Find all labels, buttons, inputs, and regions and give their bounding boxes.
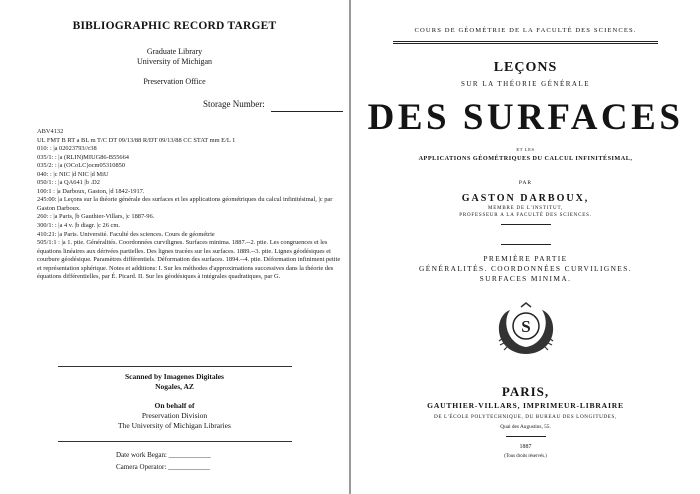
subtitle-line: SUR LA THÉORIE GÉNÉRALE bbox=[460, 80, 591, 88]
top-rule bbox=[393, 43, 658, 44]
marc-record bbox=[37, 128, 341, 282]
record-line: 040: : |c NIC |d NIC |d MiU bbox=[37, 170, 109, 178]
record-line: 035/2: : |a (OCoLC)ocm05310850 bbox=[37, 162, 126, 170]
storage-number-label: Storage Number: bbox=[203, 99, 265, 109]
part-block bbox=[351, 254, 700, 284]
record-line: 505/1:1 : |a 1. ptie. Généralités. Coordonnées curvilignes. Surfaces minima. 1887.--2. ptie. Les congruences et les équations linéaires aux dérivées partielles. Des lignes tracées sur les surfaces. 1889.--3. ptie. Lignes géodésiques et courbure géodésique. Paramètres différentiels. Déformation des surfaces. 1894.--4. ptie. Déformation infiniment petite et représentation sphérique. Notes et additions: I. Sur les méthodes d'approximations successives dans la théorie des équations différentielles, par É. Picard. II. Sur les géodésiques à intégrales quadratiques, par G. bbox=[37, 239, 341, 281]
date-began-field: Date work Began: ____________ bbox=[116, 451, 211, 459]
short-rule bbox=[501, 244, 551, 245]
record-line: 010: : |a 02023793//r38 bbox=[37, 145, 97, 153]
part-line: GÉNÉRALITÉS. COORDONNÉES CURVILIGNES. bbox=[419, 264, 632, 273]
divider bbox=[58, 366, 292, 367]
main-title: DES SURFACES bbox=[367, 97, 684, 138]
short-rule bbox=[506, 436, 546, 437]
on-behalf-line: The University of Michigan Libraries bbox=[118, 421, 231, 430]
author-credentials bbox=[351, 205, 700, 219]
work-fields bbox=[116, 449, 211, 473]
top-rule bbox=[393, 41, 658, 42]
scanned-by-line: Nogales, AZ bbox=[155, 382, 194, 391]
scanned-by-line: Scanned by Imagenes Digitales bbox=[125, 372, 224, 381]
camera-operator-field: Camera Operator: ____________ bbox=[116, 463, 211, 471]
institution-line: University of Michigan bbox=[136, 57, 213, 66]
record-line: 300/1: : |a 4 v. |b diagr. |c 26 cm. bbox=[37, 222, 120, 230]
institution-line: Graduate Library bbox=[146, 47, 203, 56]
part-heading: PREMIÈRE PARTIE bbox=[483, 254, 568, 263]
credential-line: PROFESSEUR A LA FACULTÉ DES SCIENCES. bbox=[459, 213, 592, 218]
svg-text:S: S bbox=[521, 317, 531, 336]
part-line: SURFACES MINIMA. bbox=[479, 274, 572, 283]
lecons-heading: LEÇONS bbox=[493, 60, 558, 75]
credential-line: MEMBRE DE L'INSTITUT, bbox=[488, 206, 563, 211]
series-title: COURS DE GÉOMÉTRIE DE LA FACULTÉ DES SCIENCES. bbox=[414, 27, 637, 34]
par-label: PAR bbox=[518, 180, 533, 186]
institution-block bbox=[0, 47, 349, 67]
publisher-address: Quai des Augustins, 55. bbox=[500, 424, 551, 430]
record-line: 050/1: : |a QA641 |b .D2 bbox=[37, 179, 100, 187]
on-behalf-line: Preservation Division bbox=[141, 411, 208, 420]
on-behalf-block bbox=[0, 401, 349, 431]
record-line: UL FMT B RT a BL m T/C DT 09/13/88 R/DT 09/13/88 CC STAT mm E/L 1 bbox=[37, 136, 236, 144]
storage-number-line bbox=[271, 111, 343, 112]
record-line: 035/1: : |a (RLIN)MIUG86-B55664 bbox=[37, 153, 129, 161]
on-behalf-heading: On behalf of bbox=[154, 401, 195, 410]
publication-year: 1887 bbox=[519, 444, 532, 450]
office-label: Preservation Office bbox=[143, 77, 206, 86]
publisher-subtitle: DE L'ÉCOLE POLYTECHNIQUE, DU BUREAU DES LONGITUDES, bbox=[434, 414, 617, 420]
publisher-emblem-icon bbox=[495, 302, 557, 358]
record-line: ABV4132 bbox=[37, 128, 64, 135]
record-target-title: BIBLIOGRAPHIC RECORD TARGET bbox=[72, 20, 277, 32]
record-line: 260: : |a Paris, |b Gauthier-Villars, |c 1887-96. bbox=[37, 213, 155, 221]
record-line: 410:21: |a Paris. Université. Faculté des sciences. Cours de géométrie bbox=[37, 230, 215, 238]
publisher-name: GAUTHIER-VILLARS, IMPRIMEUR-LIBRAIRE bbox=[427, 401, 624, 410]
scanned-by-block bbox=[0, 372, 349, 392]
bibliographic-target-page bbox=[0, 0, 349, 494]
rights-notice: (Tous droits réservés.) bbox=[504, 454, 547, 459]
divider bbox=[58, 441, 292, 442]
short-rule bbox=[501, 224, 551, 225]
author-name: GASTON DARBOUX, bbox=[461, 193, 590, 204]
record-line: 245:00: |a Leçons sur la théorie générale des surfaces et les applications géométriques du calcul infinitésimal, |c par Gaston Darboux. bbox=[37, 196, 333, 212]
title-page bbox=[351, 0, 700, 494]
applications-line: APPLICATIONS GÉOMÉTRIQUES DU CALCUL INFINITÉSIMAL, bbox=[418, 155, 633, 162]
publication-city: PARIS, bbox=[501, 384, 550, 399]
conjunction-line: ET LES bbox=[516, 147, 535, 152]
record-line: 100:1 : |a Darboux, Gaston, |d 1842-1917. bbox=[37, 187, 145, 195]
